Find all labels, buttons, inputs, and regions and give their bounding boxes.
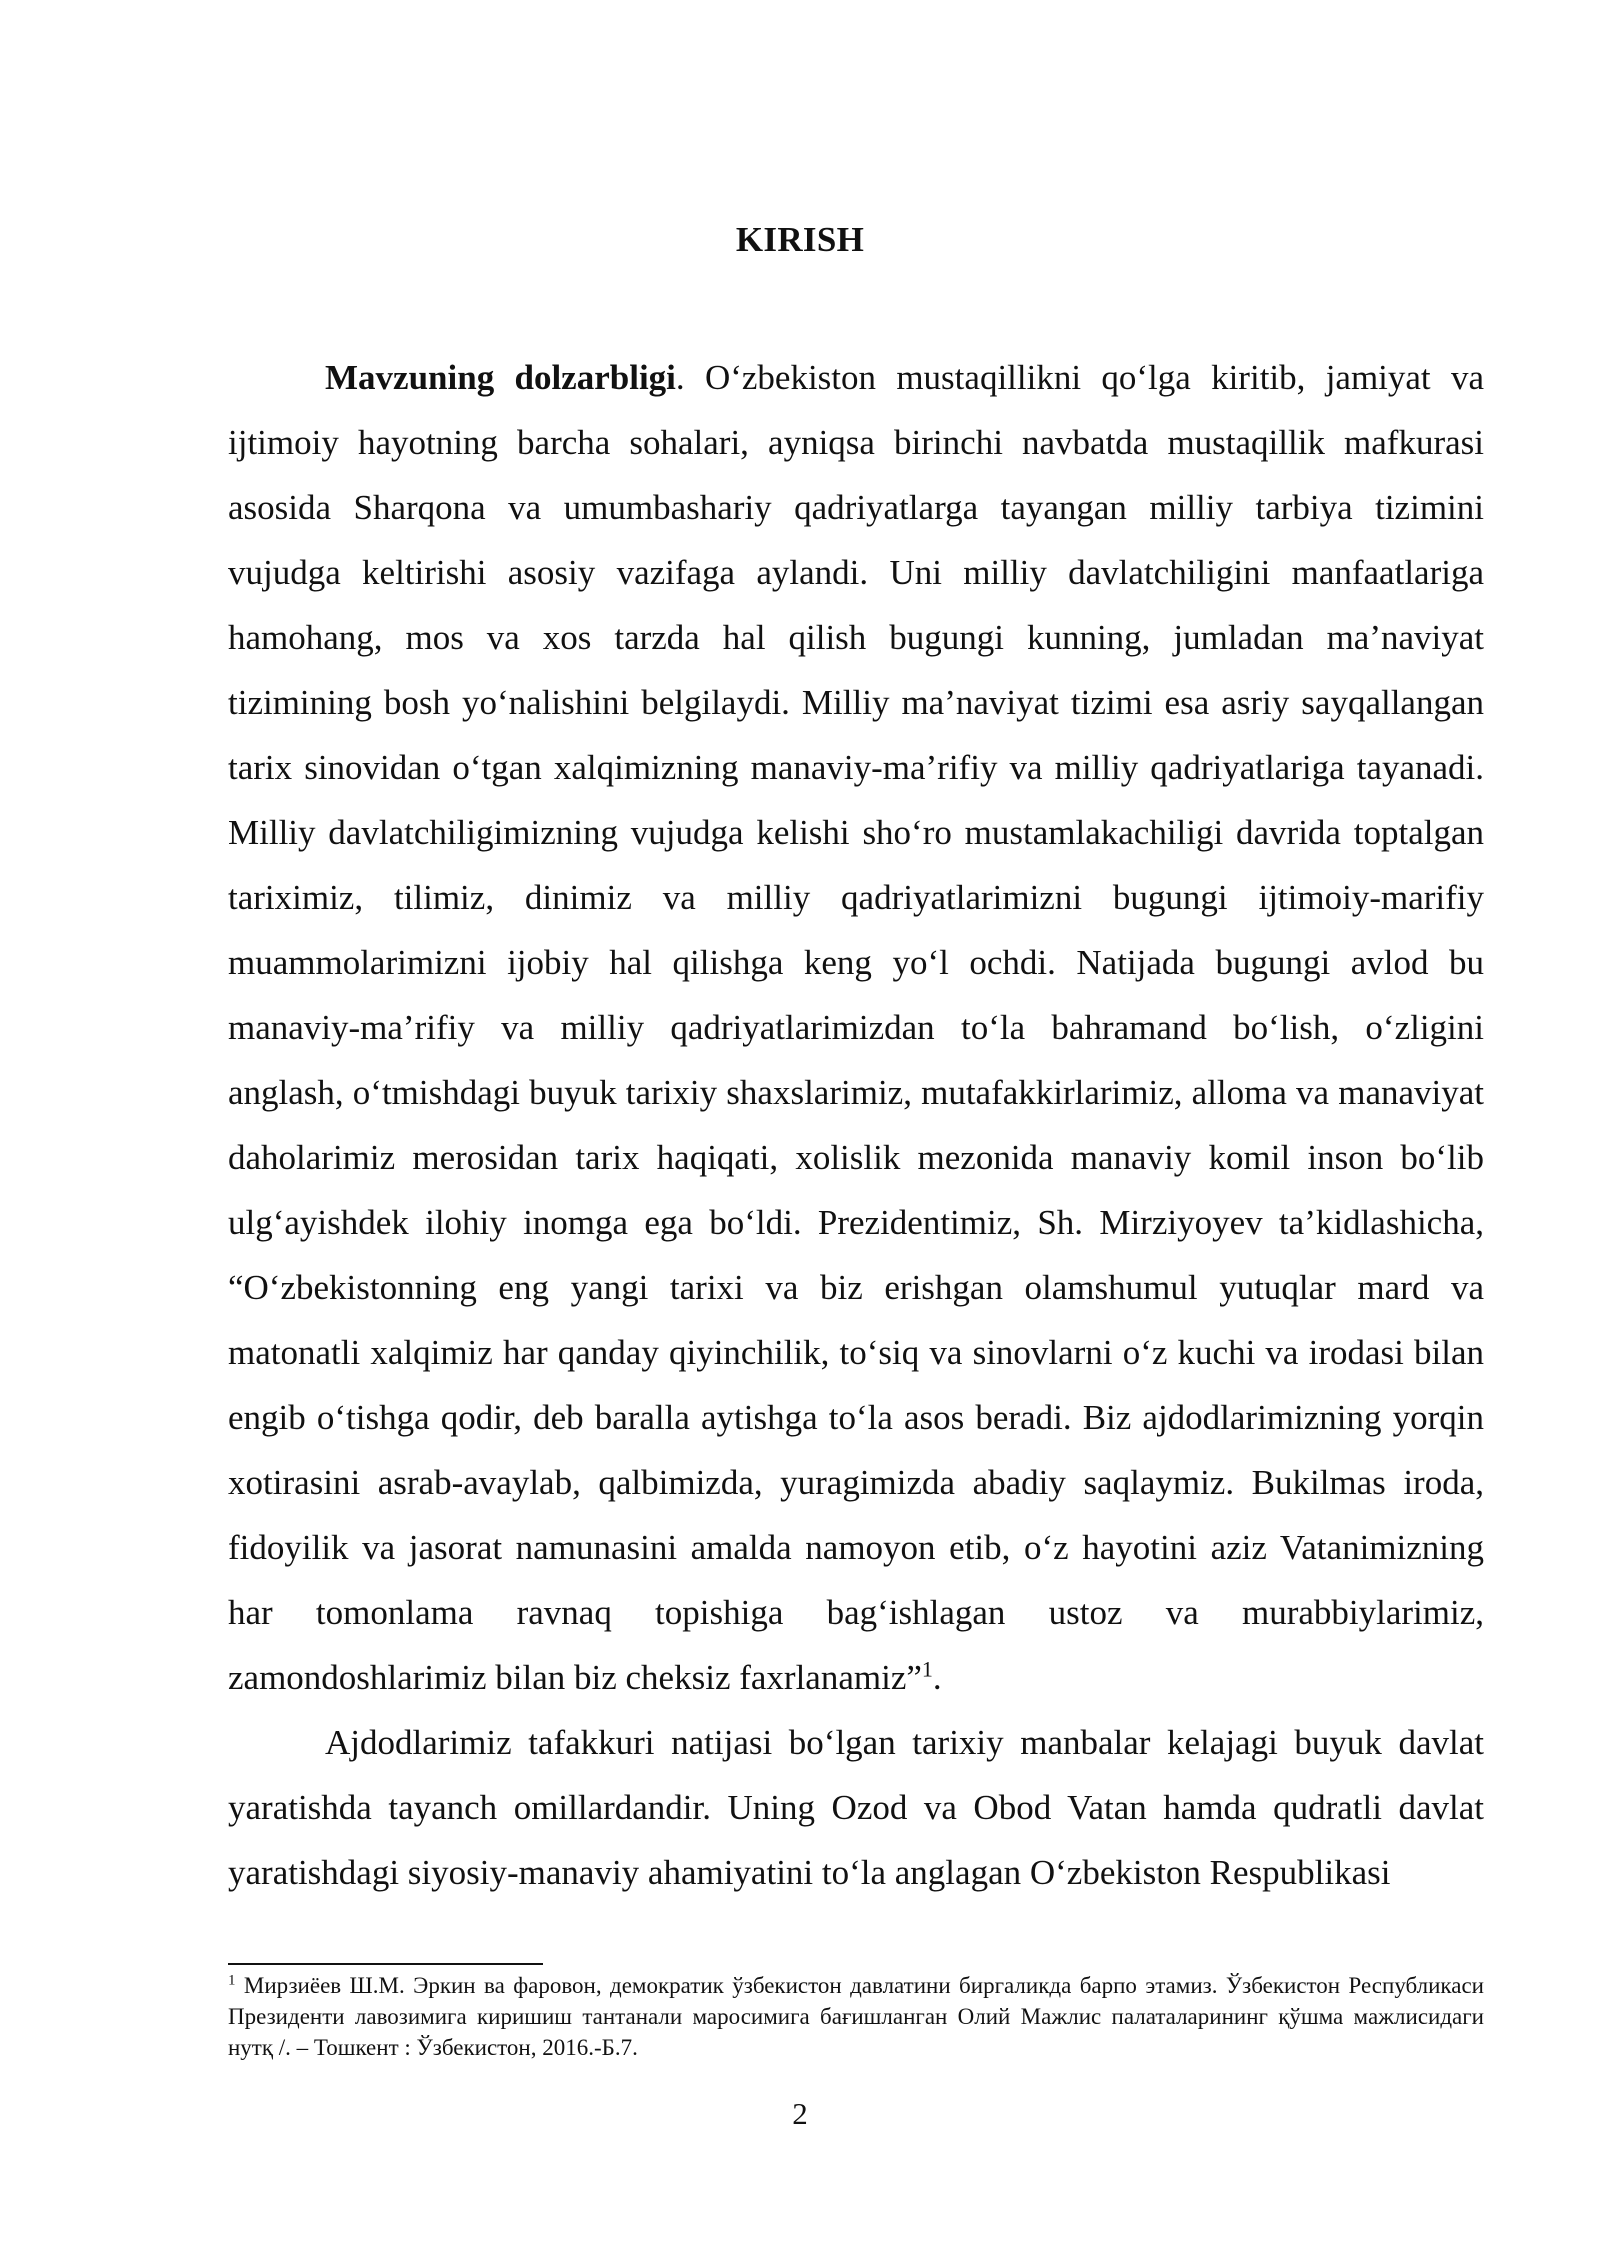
footnote-text: Мирзиёев Ш.М. Эркин ва фаровон, демократик ўзбекистон давлатини биргаликда барпо этамиз. Ўзбекистон Республикаси Президенти лавозимига киришиш тантанали маросимига бағишланган Олий Мажлис палаталарининг қўшма мажлисидаги нутқ /. – Тошкент : Ўзбекистон, 2016.-Б.7.	[228, 1973, 1484, 2060]
body-text	[228, 345, 1484, 1905]
page-title: KIRISH	[735, 220, 865, 259]
footnote-marker: 1	[228, 1972, 236, 1989]
page-number: 2	[792, 2096, 808, 2131]
paragraph-relevance	[228, 345, 1484, 1710]
paragraph-text: . O‘zbekiston mustaqillikni qo‘lga kiritib, jamiyat va ijtimoiy hayotning barcha sohalari, ayniqsa birinchi navbatda mustaqillik mafkurasi asosida Sharqona va umumbashariy qadriyatlarga tayangan milliy tarbiya tizimini vujudga keltirishi asosiy vazifaga aylandi. Uni milliy davlatchiligini manfaatlariga hamohang, mos va xos tarzda hal qilish bugungi kunning, jumladan ma’naviyat tizimining bosh yo‘nalishini belgilaydi. Milliy ma’naviyat tizimi esa asriy sayqallangan tarix sinovidan o‘tgan xalqimizning manaviy-ma’rifiy va milliy qadriyatlariga tayanadi. Milliy davlatchiligimizning vujudga kelishi sho‘ro mustamlakachiligi davrida toptalgan tariximiz, tilimiz, dinimiz va milliy qadriyatlarimizni bugungi ijtimoiy-marifiy muammolarimizni ijobiy hal qilishga keng yo‘l ochdi. Natijada bugungi avlod bu manaviy-ma’rifiy va milliy qadriyatlarimizdan to‘la bahramand bo‘lish, o‘zligini anglash, o‘tmishdagi buyuk tarixiy shaxslarimiz, mutafakkirlarimiz, alloma va manaviyat daholarimiz merosidan tarix haqiqati, xolislik mezonida manaviy komil inson bo‘lib ulg‘ayishdek ilohiy inomga ega bo‘ldi. Prezidentimiz, Sh. Mirziyoyev ta’kidlashicha, “O‘zbekistonning eng yangi tarixi va biz erishgan olamshumul yutuqlar mard va matonatli xalqimiz har qanday qiyinchilik, to‘siq va sinovlarni o‘z kuchi va irodasi bilan engib o‘tishga qodir, deb baralla aytishga to‘la asos beradi. Biz ajdodlarimizning yorqin xotirasini asrab-avaylab, qalbimizda, yuragimizda abadiy saqlaymiz. Bukilmas iroda, fidoyilik va jasorat namunasini amalda namoyon etib, o‘z hayotini aziz Vatanimizning har tomonlama ravnaq topishiga bag‘ishlagan ustoz va murabbiylarimiz, zamondoshlarimiz bilan biz cheksiz faxrlanamiz”	[228, 358, 1485, 1697]
footnote-separator	[228, 1963, 543, 1965]
footnote	[228, 1970, 1484, 2063]
paragraph-end: .	[932, 1658, 942, 1697]
paragraph-ancestors: Ajdodlarimiz tafakkuri natijasi bo‘lgan tarixiy manbalar kelajagi buyuk davlat yaratishda tayanch omillardandir. Uning Ozod va Obod Vatan hamda qudratli davlat yaratishdagi siyosiy-manaviy ahamiyatini to‘la anglagan O‘zbekiston Respublikasi	[228, 1723, 1484, 1892]
footnote-reference[interactable]: 1	[921, 1656, 933, 1682]
paragraph-lead: Mavzuning dolzarbligi	[325, 358, 676, 397]
